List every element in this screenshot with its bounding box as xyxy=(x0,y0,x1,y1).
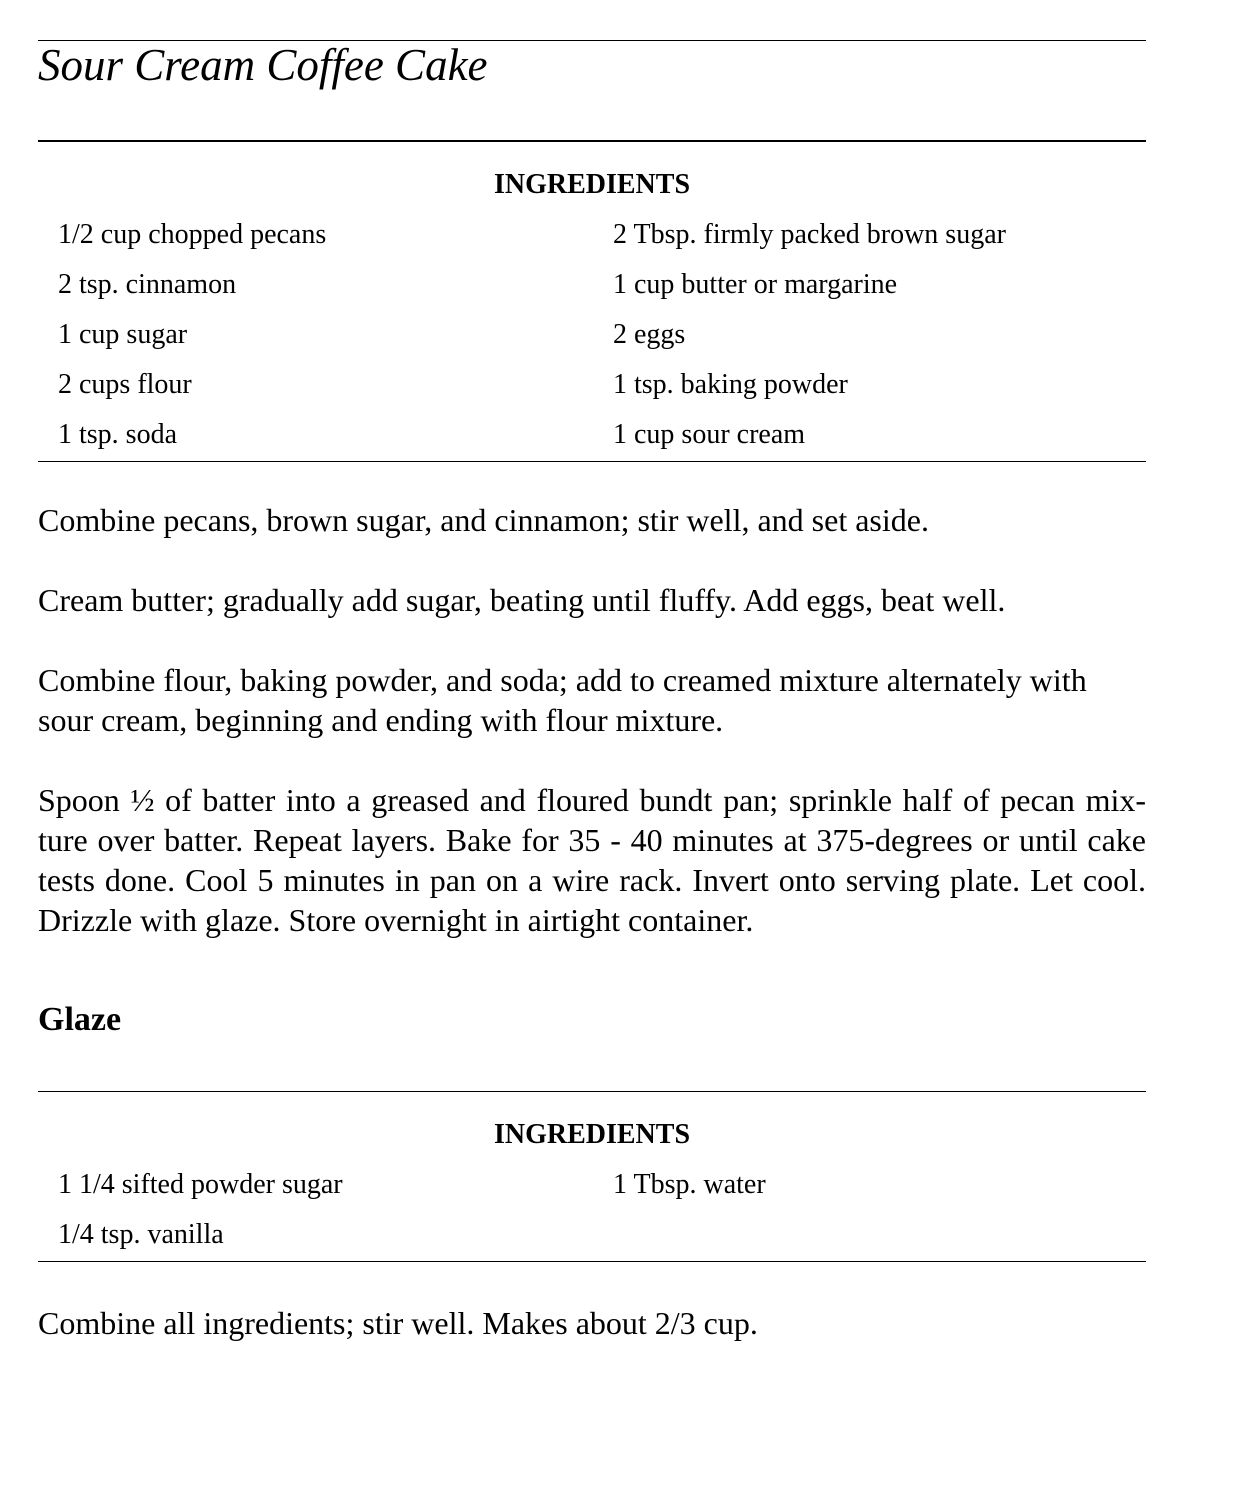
recipe-title: Sour Cream Coffee Cake xyxy=(38,40,488,90)
ingredient-item: 2 Tbsp. firmly packed brown sugar xyxy=(613,219,1006,250)
ingredient-item: 1 cup sour cream xyxy=(613,419,806,450)
ingredient-item: 1 cup butter or margarine xyxy=(613,269,898,300)
instruction-step: Combine pecans, brown sugar, and cinnamon; stir well, and set aside. xyxy=(38,502,929,538)
ingredients-heading: INGREDIENTS xyxy=(493,169,691,200)
ingredient-item: 2 eggs xyxy=(613,319,686,350)
ingredients-top-rule xyxy=(38,140,1146,142)
glaze-ingredient-item: 1 Tbsp. water xyxy=(613,1169,766,1200)
glaze-ingredient-item: 1/4 tsp. vanilla xyxy=(58,1219,224,1250)
ingredient-item: 2 cups flour xyxy=(58,369,192,400)
ingredients-bottom-rule xyxy=(38,461,1146,462)
instruction-step: Combine flour, baking powder, and soda; add to creamed mixture alternately with sour cream, beginning and ending with flour mixture. xyxy=(38,662,1087,738)
ingredient-item: 1 tsp. soda xyxy=(58,419,177,450)
glaze-instruction-step: Combine all ingredients; stir well. Makes about 2/3 cup. xyxy=(38,1305,758,1341)
glaze-ingredients-heading: INGREDIENTS xyxy=(493,1119,691,1150)
glaze-ingredients-bottom-rule xyxy=(38,1261,1146,1262)
ingredient-item: 1 cup sugar xyxy=(58,319,188,350)
glaze-ingredient-item: 1 1/4 sifted powder sugar xyxy=(58,1169,343,1200)
glaze-ingredients-top-rule xyxy=(38,1091,1146,1092)
ingredient-item: 2 tsp. cinnamon xyxy=(58,269,237,300)
glaze-title: Glaze xyxy=(38,1001,122,1038)
instruction-step: Cream butter; gradually add sugar, beating until fluffy. Add eggs, beat well. xyxy=(38,582,1006,618)
ingredient-item: 1 tsp. baking powder xyxy=(613,369,848,400)
instruction-step: Spoon ½ of batter into a greased and floured bundt pan; sprinkle half of pecan mix-ture over batter. Repeat layers. Bake for 35 - 40 minutes at 375-degrees or until cake tests done. Cool 5 minutes in pan on a wire rack. Invert onto serving plate. Let cool. Drizzle with glaze. Store overnight in airtight container. xyxy=(38,782,1146,938)
ingredient-item: 1/2 cup chopped pecans xyxy=(58,219,327,250)
